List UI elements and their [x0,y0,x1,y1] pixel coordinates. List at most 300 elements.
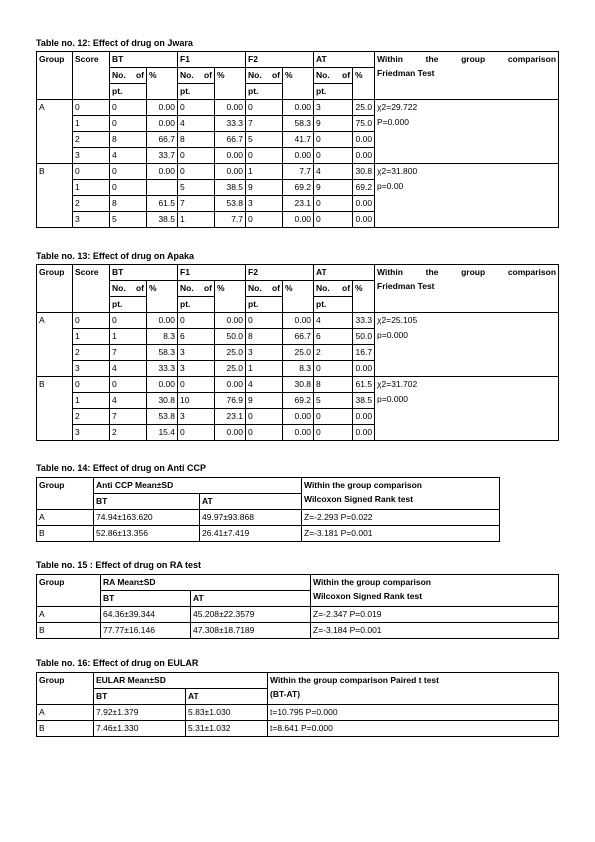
table-14-caption: Table no. 14: Effect of drug on Anti CCP [36,463,206,473]
at-no-cell: 6 [314,329,353,345]
group-header: Group [37,265,73,313]
f1-pct-cell: 0.00 [215,313,246,329]
f2-no-cell: 0 [246,148,283,164]
no-of-pt-header [178,281,215,297]
f2-pct-cell: 25.0 [283,345,314,361]
comparison-word: group [461,54,486,64]
at-pct-cell: 25.0 [353,100,375,116]
bt-pct-cell: 8.3 [147,329,178,345]
f2-pct-cell: 0.00 [283,148,314,164]
f2-pct-cell: 0.00 [283,100,314,116]
at-header: AT [191,591,311,607]
table-14 [36,477,500,542]
comparison-test-name: Friedman Test [377,281,435,291]
at-mean-cell: 49.97±93.868 [200,510,302,526]
comparison-title: Within the group comparison [313,577,431,587]
f1-pct-cell: 7.7 [215,212,246,228]
comparison-header [375,52,559,100]
table-16 [36,672,559,737]
f1-pct-cell: 0.00 [215,148,246,164]
f2-pct-cell: 0.00 [283,409,314,425]
percent-header: % [147,68,178,100]
header-word: of [342,283,351,293]
f2-pct-cell: 58.3 [283,116,314,132]
bt-no-cell: 0 [110,180,147,196]
bt-mean-cell: 77.77±16.146 [101,623,191,639]
table-13-header-row-1 [37,265,559,281]
group-header: Group [37,575,101,607]
comparison-cell [375,313,559,377]
at-no-cell: 2 [314,345,353,361]
bt-mean-cell: 7.46±1.330 [94,721,186,737]
table-row [37,377,559,393]
at-no-cell: 9 [314,180,353,196]
no-of-pt-header [178,68,215,84]
f2-no-cell: 8 [246,329,283,345]
at-header: AT [186,689,268,705]
at-mean-cell: 47.308±18.7189 [191,623,311,639]
f1-no-cell: 0 [178,425,215,441]
at-mean-cell: 5.31±1.032 [186,721,268,737]
bt-pct-cell [147,180,178,196]
score-cell: 1 [73,116,110,132]
comparison-word: group [461,267,486,277]
score-cell: 1 [73,180,110,196]
bt-no-cell: 4 [110,393,147,409]
pt-header: pt. [314,84,353,100]
f1-pct-cell: 33.3 [215,116,246,132]
score-header: Score [73,52,110,100]
f2-no-cell: 9 [246,393,283,409]
pt-header: pt. [314,297,353,313]
mean-sd-header: RA Mean±SD [101,575,311,591]
percent-header: % [283,68,314,100]
p-value: P=0.000 [377,117,409,127]
f2-no-cell: 3 [246,345,283,361]
bt-no-cell: 0 [110,377,147,393]
group-cell: B [37,526,94,542]
bt-no-cell: 0 [110,164,147,180]
at-header: AT [314,52,375,68]
f1-pct-cell: 0.00 [215,425,246,441]
at-no-cell: 0 [314,425,353,441]
comparison-word: the [425,267,439,277]
pt-header: pt. [246,297,283,313]
comparison-cell: Z=-3.184 P=0.001 [311,623,559,639]
f2-pct-cell: 8.3 [283,361,314,377]
at-pct-cell: 0.00 [353,425,375,441]
header-word: No. [180,70,194,80]
table-15-header-row-1 [37,575,559,591]
score-cell: 0 [73,100,110,116]
f1-no-cell: 4 [178,116,215,132]
f1-pct-cell: 25.0 [215,345,246,361]
f1-pct-cell: 38.5 [215,180,246,196]
at-no-cell: 8 [314,377,353,393]
table-13-caption: Table no. 13: Effect of drug on Apaka [36,251,195,261]
at-pct-cell: 69.2 [353,180,375,196]
comparison-cell: t=10.795 P=0.000 [268,705,559,721]
table-12-caption: Table no. 12: Effect of drug on Jwara [36,38,193,48]
pt-header: pt. [110,84,147,100]
bt-pct-cell: 33.3 [147,361,178,377]
comparison-cell [375,377,559,441]
pt-header: pt. [246,84,283,100]
f1-no-cell: 7 [178,196,215,212]
at-pct-cell: 0.00 [353,361,375,377]
f1-header: F1 [178,265,246,281]
bt-mean-cell: 7.92±1.379 [94,705,186,721]
f2-pct-cell: 7.7 [283,164,314,180]
f1-no-cell: 3 [178,409,215,425]
bt-no-cell: 5 [110,212,147,228]
group-header: Group [37,52,73,100]
f1-no-cell: 0 [178,377,215,393]
comparison-word: Within [377,54,403,64]
bt-pct-cell: 58.3 [147,345,178,361]
f1-pct-cell: 0.00 [215,377,246,393]
at-pct-cell: 33.3 [353,313,375,329]
bt-no-cell: 8 [110,132,147,148]
bt-pct-cell: 61.5 [147,196,178,212]
at-no-cell: 0 [314,409,353,425]
group-cell: B [37,164,73,228]
percent-header: % [215,68,246,100]
bt-no-cell: 7 [110,345,147,361]
f1-pct-cell: 53.8 [215,196,246,212]
mean-sd-header: EULAR Mean±SD [94,673,268,689]
f2-no-cell: 9 [246,180,283,196]
no-of-pt-header [110,68,147,84]
bt-no-cell: 1 [110,329,147,345]
at-no-cell: 4 [314,313,353,329]
no-of-pt-header [314,68,353,84]
table-16-caption: Table no. 16: Effect of drug on EULAR [36,658,199,668]
f2-pct-cell: 66.7 [283,329,314,345]
f1-no-cell: 10 [178,393,215,409]
no-of-pt-header [246,281,283,297]
table-15-caption: Table no. 15 : Effect of drug on RA test [36,560,202,570]
header-word: No. [248,70,262,80]
f2-no-cell: 5 [246,132,283,148]
bt-header: BT [110,52,178,68]
at-pct-cell: 75.0 [353,116,375,132]
f2-pct-cell: 0.00 [283,425,314,441]
bt-header: BT [94,689,186,705]
f1-no-cell: 0 [178,313,215,329]
f2-no-cell: 7 [246,116,283,132]
comparison-cell: Z=-2.347 P=0.019 [311,607,559,623]
no-of-pt-header [314,281,353,297]
score-cell: 0 [73,377,110,393]
at-pct-cell: 0.00 [353,196,375,212]
f2-no-cell: 0 [246,212,283,228]
pt-header: pt. [178,297,215,313]
at-pct-cell: 38.5 [353,393,375,409]
score-cell: 2 [73,345,110,361]
bt-no-cell: 0 [110,313,147,329]
table-15 [36,574,559,639]
f1-pct-cell: 66.7 [215,132,246,148]
comparison-title: Within the group comparison Paired t test [270,675,439,685]
f2-no-cell: 0 [246,100,283,116]
pt-header: pt. [178,84,215,100]
bt-no-cell: 0 [110,116,147,132]
f1-no-cell: 5 [178,180,215,196]
f1-no-cell: 8 [178,132,215,148]
bt-header: BT [94,494,200,510]
comparison-header [302,478,500,510]
group-header: Group [37,673,94,705]
f1-pct-cell: 25.0 [215,361,246,377]
f1-pct-cell: 23.1 [215,409,246,425]
at-mean-cell: 26.41±7.419 [200,526,302,542]
f1-pct-cell: 0.00 [215,100,246,116]
score-cell: 2 [73,196,110,212]
bt-pct-cell: 0.00 [147,313,178,329]
percent-header: % [147,281,178,313]
bt-no-cell: 4 [110,361,147,377]
comparison-cell: Z=-2.293 P=0.022 [302,510,500,526]
f2-no-cell: 0 [246,313,283,329]
f1-no-cell: 3 [178,345,215,361]
header-word: No. [316,70,330,80]
score-cell: 0 [73,164,110,180]
score-header: Score [73,265,110,313]
f1-no-cell: 3 [178,361,215,377]
comparison-word: the [425,54,439,64]
score-cell: 3 [73,425,110,441]
table-16-body [37,705,559,737]
bt-pct-cell: 38.5 [147,212,178,228]
group-cell: A [37,510,94,526]
f2-pct-cell: 0.00 [283,313,314,329]
table-row [37,313,559,329]
table-14-body [37,510,500,542]
bt-pct-cell: 66.7 [147,132,178,148]
table-12-body [37,100,559,228]
table-row [37,607,559,623]
at-no-cell: 0 [314,132,353,148]
at-header: AT [200,494,302,510]
header-word: of [135,283,144,293]
at-pct-cell: 0.00 [353,132,375,148]
table-13-body [37,313,559,441]
bt-pct-cell: 0.00 [147,100,178,116]
at-no-cell: 3 [314,100,353,116]
f1-no-cell: 0 [178,100,215,116]
no-of-pt-header [110,281,147,297]
score-cell: 3 [73,361,110,377]
f2-no-cell: 3 [246,196,283,212]
score-cell: 2 [73,409,110,425]
group-cell: A [37,100,73,164]
header-word: of [271,70,281,80]
statistic-value: χ2=31.702 [377,379,418,389]
f2-pct-cell: 41.7 [283,132,314,148]
header-word: of [203,70,212,80]
comparison-title [377,52,556,66]
bt-mean-cell: 64.36±39.344 [101,607,191,623]
f1-pct-cell: 50.0 [215,329,246,345]
p-value: p=0.000 [377,394,409,404]
pt-header: pt. [110,297,147,313]
comparison-header [268,673,559,705]
group-cell: A [37,607,101,623]
comparison-title [377,265,556,279]
header-word: No. [112,70,126,80]
at-no-cell: 4 [314,164,353,180]
bt-pct-cell: 30.8 [147,393,178,409]
group-cell: B [37,721,94,737]
header-word: No. [180,283,194,293]
statistic-value: χ2=31.800 [377,166,418,176]
comparison-word: comparison [507,267,557,277]
f2-no-cell: 1 [246,164,283,180]
table-16-header-row-1 [37,673,559,689]
table-12 [36,51,559,228]
header-word: of [342,70,351,80]
no-of-pt-header [246,68,283,84]
comparison-test-name: Wilcoxon Signed Rank test [313,591,423,601]
f2-header: F2 [246,52,314,68]
score-cell: 0 [73,313,110,329]
table-13 [36,264,559,441]
bt-pct-cell: 53.8 [147,409,178,425]
percent-header: % [353,281,375,313]
table-row [37,526,500,542]
table-row [37,623,559,639]
header-word: of [203,283,212,293]
group-cell: A [37,705,94,721]
mean-sd-header: Anti CCP Mean±SD [94,478,302,494]
f2-no-cell: 4 [246,377,283,393]
comparison-word: comparison [507,54,557,64]
header-word: of [271,283,281,293]
at-pct-cell: 0.00 [353,148,375,164]
at-no-cell: 0 [314,196,353,212]
score-cell: 1 [73,329,110,345]
f1-no-cell: 1 [178,212,215,228]
at-no-cell: 0 [314,361,353,377]
f2-no-cell: 0 [246,409,283,425]
comparison-word: Within [377,267,403,277]
f2-pct-cell: 30.8 [283,377,314,393]
group-cell: B [37,623,101,639]
at-pct-cell: 30.8 [353,164,375,180]
table-15-body [37,607,559,639]
at-header: AT [314,265,375,281]
at-no-cell: 0 [314,212,353,228]
score-cell: 1 [73,393,110,409]
percent-header: % [215,281,246,313]
bt-pct-cell: 0.00 [147,164,178,180]
f2-pct-cell: 23.1 [283,196,314,212]
bt-no-cell: 7 [110,409,147,425]
f2-no-cell: 1 [246,361,283,377]
statistic-value: χ2=25.105 [377,315,418,325]
comparison-cell: t=8.641 P=0.000 [268,721,559,737]
comparison-test-name: Wilcoxon Signed Rank test [304,494,414,504]
at-mean-cell: 45.208±22.3579 [191,607,311,623]
bt-pct-cell: 15.4 [147,425,178,441]
bt-pct-cell: 33.7 [147,148,178,164]
f2-no-cell: 0 [246,425,283,441]
comparison-header [311,575,559,607]
p-value: p=0.00 [377,181,404,191]
score-cell: 2 [73,132,110,148]
comparison-title: Within the group comparison [304,480,422,490]
bt-pct-cell: 0.00 [147,377,178,393]
comparison-test-name: Friedman Test [377,68,435,78]
f2-header: F2 [246,265,314,281]
at-no-cell: 9 [314,116,353,132]
group-cell: A [37,313,73,377]
at-no-cell: 5 [314,393,353,409]
table-row [37,705,559,721]
bt-header: BT [101,591,191,607]
bt-header: BT [110,265,178,281]
bt-no-cell: 0 [110,100,147,116]
at-pct-cell: 61.5 [353,377,375,393]
group-cell: B [37,377,73,441]
percent-header: % [283,281,314,313]
at-pct-cell: 50.0 [353,329,375,345]
header-word: of [135,70,144,80]
statistic-value: χ2=29.722 [377,102,418,112]
bt-pct-cell: 0.00 [147,116,178,132]
score-cell: 3 [73,148,110,164]
comparison-header [375,265,559,313]
group-header: Group [37,478,94,510]
f1-no-cell: 0 [178,164,215,180]
score-cell: 3 [73,212,110,228]
f2-pct-cell: 69.2 [283,393,314,409]
f1-header: F1 [178,52,246,68]
f2-pct-cell: 0.00 [283,212,314,228]
bt-no-cell: 4 [110,148,147,164]
f1-pct-cell: 76.9 [215,393,246,409]
table-12-header-row-1 [37,52,559,68]
comparison-test-name: (BT-AT) [270,689,301,699]
at-pct-cell: 0.00 [353,409,375,425]
table-row [37,164,559,180]
percent-header: % [353,68,375,100]
f1-no-cell: 0 [178,148,215,164]
table-14-header-row-1 [37,478,500,494]
bt-no-cell: 2 [110,425,147,441]
at-mean-cell: 5.83±1.030 [186,705,268,721]
table-row [37,100,559,116]
at-no-cell: 0 [314,148,353,164]
comparison-cell [375,100,559,164]
bt-mean-cell: 52.86±13.356 [94,526,200,542]
table-row [37,510,500,526]
header-word: No. [248,283,262,293]
p-value: p=0.000 [377,330,409,340]
bt-no-cell: 8 [110,196,147,212]
at-pct-cell: 0.00 [353,212,375,228]
f1-pct-cell: 0.00 [215,164,246,180]
f2-pct-cell: 69.2 [283,180,314,196]
bt-mean-cell: 74.94±163.620 [94,510,200,526]
comparison-cell [375,164,559,228]
header-word: No. [112,283,126,293]
comparison-cell: Z=-3.181 P=0.001 [302,526,500,542]
at-pct-cell: 16.7 [353,345,375,361]
f1-no-cell: 6 [178,329,215,345]
table-row [37,721,559,737]
